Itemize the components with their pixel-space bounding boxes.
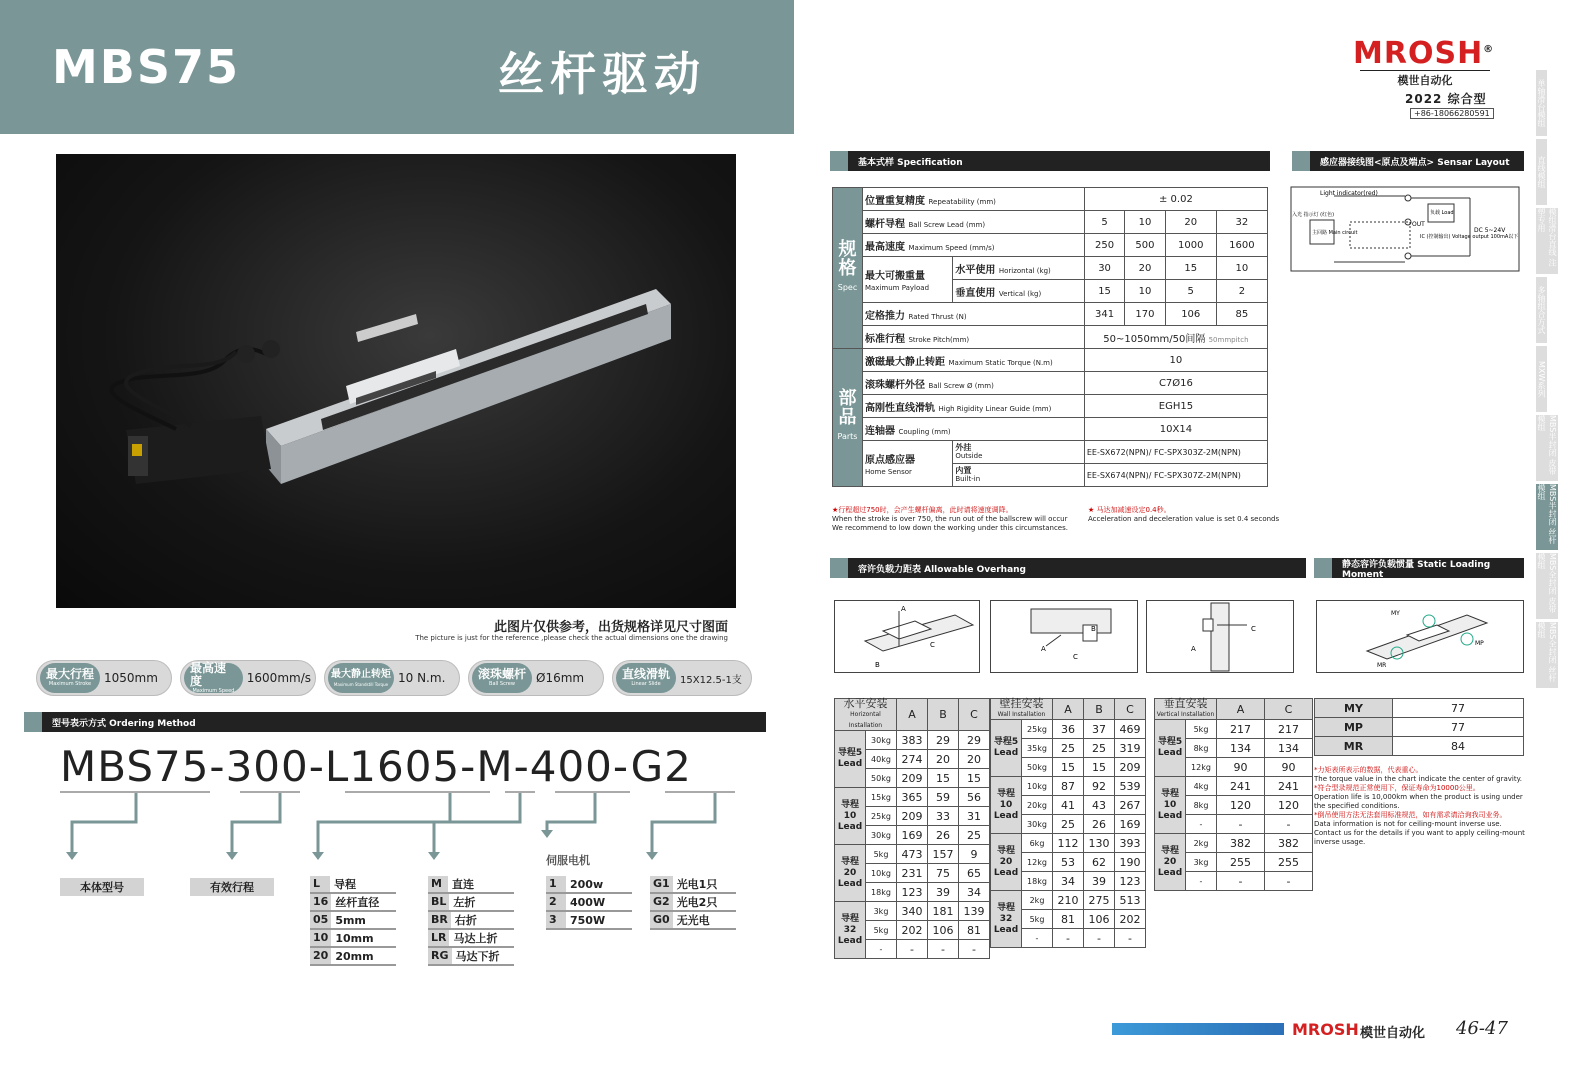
svg-text:Light indicator(red): Light indicator(red) xyxy=(1320,190,1378,197)
ordering-method-bar: 型号表示方式 Ordering Method xyxy=(24,712,766,732)
footer-accent-bar xyxy=(1112,1023,1284,1035)
footer-brand: MROSH xyxy=(1292,1020,1359,1039)
product-photo xyxy=(56,154,736,608)
svg-text:OUT: OUT xyxy=(1412,221,1425,228)
side-tab[interactable]: MXW系列 xyxy=(1536,346,1547,412)
svg-text:C: C xyxy=(930,641,935,649)
vertical-overhang-diagram xyxy=(1146,600,1294,673)
svg-text:IC (控制输出) Voltage output 100mA: IC (控制输出) Voltage output 100mA以下 xyxy=(1420,234,1519,240)
motor-options: 1 200w 2 400W 3 750W xyxy=(546,876,632,930)
label-body-model: 本体型号 xyxy=(60,878,144,896)
spec-pill-speed: 最高速度 Maximum Speed 1600mm/s xyxy=(180,660,316,696)
side-tab[interactable]: MBS全封闭 丝杆模组 xyxy=(1536,622,1558,688)
photo-caption: 此图片仅供参考，出货规格详见尺寸图面 xyxy=(493,620,728,635)
horizontal-overhang-diagram xyxy=(834,600,980,673)
spec-pill-stroke: 最大行程 Maximum Stroke 1050mm xyxy=(36,660,172,696)
sensor-layout-title-bar: 感应器接线图<原点及端点> Sensar Layout xyxy=(1292,151,1524,171)
brand-cn: 模世自动化 xyxy=(1360,70,1490,88)
vertical-overhang-table: 垂直安装 Vertical Installation A C 导程5 Lead 5kg 217 217 8kg 134 134 12kg 90 90 导程10 Lead 4kg 241 241 8kg 120 120 - - - 导程20 Lead 2kg 382 382 3kg 255 255 - - - xyxy=(1154,698,1313,891)
side-tab[interactable]: 多轴组合方式 xyxy=(1536,277,1547,343)
model-title: MBS75 xyxy=(52,40,240,94)
linear-module-image xyxy=(56,154,736,608)
horizontal-overhang-table: 水平安装 Horizontal Installation A B C 导程5 Lead 30kg 383 29 29 40kg 274 20 20 50kg 209 15 15 导程10 Lead 15kg 365 59 56 25kg 209 33 31 30kg 169 26 25 导程20 Lead 5kg 473 157 9 10kg 231 75 65 18kg 123 39 34 导程32 Lead 3kg 340 181 139 5kg 202 106 81 - - - - xyxy=(834,698,990,959)
spec-pill-torque: 最大静止转矩 Maximum Standstill Torque 10 N.m. xyxy=(324,660,460,696)
spec-title-bar: 基本式样 Specification xyxy=(830,151,1270,171)
svg-text:C: C xyxy=(1073,653,1078,661)
side-tab-active[interactable]: MBS半封闭 丝杆模组 xyxy=(1536,484,1558,550)
wall-overhang-diagram xyxy=(990,600,1138,673)
moment-title-bar: 静态容许负载惯量 Static Loading Moment xyxy=(1314,558,1524,578)
svg-text:MR: MR xyxy=(1377,662,1387,669)
sensor-options: G1 光电1只 G2 光电2只 G0 无光电 xyxy=(650,876,736,930)
order-code-connectors xyxy=(60,790,760,870)
side-tab[interactable]: 模组滑台直线 注塑专用 xyxy=(1536,208,1558,274)
page-numbers: 46-47 xyxy=(1456,1018,1508,1039)
side-tab[interactable]: 单轴滑台模组 xyxy=(1536,70,1547,136)
svg-text:MP: MP xyxy=(1475,640,1484,647)
spec-pill-screw: 滚珠螺杆 Ball Screw Ø16mm xyxy=(468,660,604,696)
mount-options: M 直连 BL 左折 BR 右折 LR 马达上折 RG 马达下折 xyxy=(428,876,514,966)
spec-note-accel: ★ 马达加减速设定0.4秒。 Acceleration and deceleration value is set 0.4 seconds xyxy=(1088,506,1280,523)
drive-title: 丝杆驱动 xyxy=(498,47,706,101)
label-servo-motor: 伺服电机 xyxy=(546,854,590,867)
svg-text:主回路 Main circuit: 主回路 Main circuit xyxy=(1312,230,1358,236)
lead-options: L 导程 16 丝杆直径 05 5mm 10 10mm 20 20mm xyxy=(310,876,396,966)
svg-text:A: A xyxy=(1041,645,1046,653)
wall-overhang-table: 壁挂安装 Wall Installation A B C 导程5 Lead 25kg 36 37 469 35kg 25 25 319 50kg 15 15 209 导程10 Lead 10kg 87 92 539 20kg 41 43 267 30kg 25 26 169 导程20 Lead 6kg 112 130 393 12kg 53 62 190 18kg 34 39 123 导程32 Lead 2kg 210 275 513 5kg 81 106 202 - - - - xyxy=(990,698,1146,948)
side-navigation-tabs xyxy=(1536,70,1588,691)
svg-text:DC 5~24V: DC 5~24V xyxy=(1474,227,1506,234)
spec-pill-slide: 直线滑轨 Linear Slide 15X12.5-1支 xyxy=(612,660,752,696)
side-tab[interactable]: MBS全封闭 皮带模组 xyxy=(1536,553,1558,619)
side-tab[interactable]: 直线模组 xyxy=(1536,139,1547,205)
svg-text:A: A xyxy=(901,605,906,613)
static-moment-table: MY 77 MP 77 MR 84 xyxy=(1314,698,1524,756)
moment-diagram xyxy=(1316,600,1524,673)
overhang-title-bar: 容许负载力距表 Allowable Overhang xyxy=(830,558,1306,578)
sensor-wiring-diagram xyxy=(1290,186,1522,272)
brand-logo: MROSH® xyxy=(1353,36,1495,71)
hotline: +86-18066280591 xyxy=(1410,108,1494,119)
order-code: MBS75-300-L1605-M-400-G2 xyxy=(60,742,692,791)
catalog-year: 2022 综合型 xyxy=(1405,92,1487,106)
moment-notes: *力矩表所表示的数据，代表重心。 The torque value in the chart indicate the center of gravity. *符合型录规范正常使用下，保证寿命为10000公里。 Operation life is 10,000km when the product is using under the specified conditions. *倒吊使用方法无法套用标准规范，如有需求请洽询我司业务。 Data information is not for ceiling-mount inverse use. Contact us for the details if you want to apply ceiling-mount inverse usage. xyxy=(1314,766,1525,846)
spec-note-stroke: ★行程超过750时，会产生螺杆偏离，此时请将速度调降。 When the stroke is over 750, the run out of the ballscrew will occur We recommend to low down the working under this circumstances. xyxy=(832,506,1068,532)
svg-text:B: B xyxy=(875,661,880,669)
photo-caption-en: The picture is just for the reference ,please check the actual dimensions one the drawing xyxy=(415,634,728,642)
svg-text:C: C xyxy=(1251,625,1256,633)
svg-text:B: B xyxy=(1091,625,1096,633)
spec-table: 规格 Spec 位置重复精度 Repeatability (mm) ± 0.02 螺杆导程 Ball Screw Lead (mm) 5 10 20 32 最高速度 Maximum Speed (mm/s) 250 500 1000 1600 最大可搬重量 Maximum Payload 水平使用 Horizontal (kg) 30 20 15 10 垂直使用 Vertical (kg) 15 10 5 2 定格推力 Rated Thrust (N) 341 170 106 85 标准行程 Stroke Pitch(mm) 50~1050mm/50间隔 50mmpitch 部品 Parts 激磁最大静止转距 Maximum Static Torque (N.m) 10 滚珠螺杆外径 Ball Screw Ø (mm) C7Ø16 高刚性直线滑轨 High Rigidity Linear Guide (mm) EGH15 连轴器 Coupling (mm) 10X14 原点感应器 Home Sensor 外挂 Outside EE-SX672(NPN)/ FC-SPX303Z-2M(NPN) 内置 Built-in EE-SX674(NPN)/ FC-SPX307Z-2M(NPN) xyxy=(832,187,1268,487)
svg-text:入光 指示灯 (红色): 入光 指示灯 (红色) xyxy=(1292,212,1335,218)
svg-text:A: A xyxy=(1191,645,1196,653)
side-tab[interactable]: MBS半封闭 皮带模组 xyxy=(1536,415,1558,481)
svg-text:MY: MY xyxy=(1391,610,1400,617)
label-effective-stroke: 有效行程 xyxy=(190,878,274,896)
footer-brand-cn: 模世自动化 xyxy=(1360,1026,1426,1041)
svg-text:负载 Load: 负载 Load xyxy=(1430,210,1454,216)
